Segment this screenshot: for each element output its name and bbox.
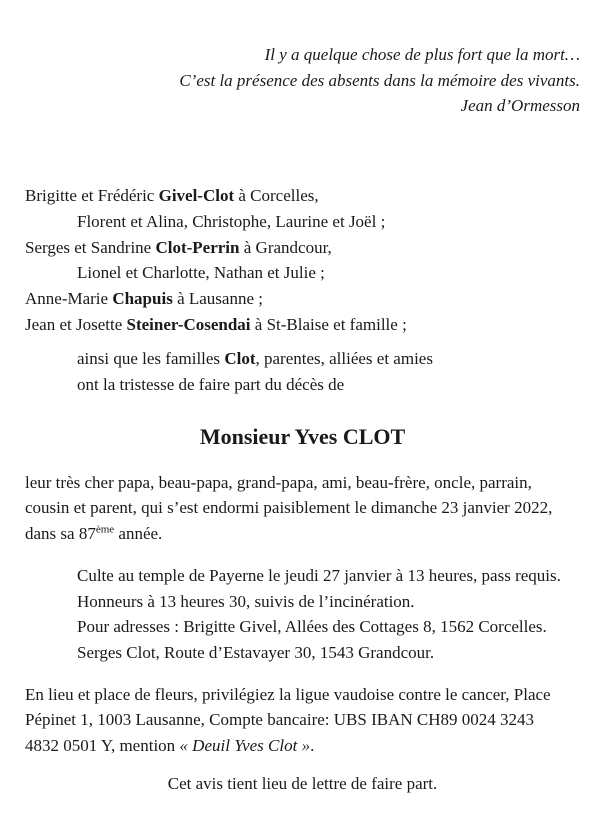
family-line-text: Florent et Alina, Christophe, Laurine et Joël ;	[77, 211, 386, 231]
family-line-text: Lionel et Charlotte, Nathan et Julie ;	[77, 263, 325, 283]
donation-mention-italic: « Deuil Yves Clot »	[179, 736, 311, 756]
family-surname: Chapuis	[112, 288, 173, 308]
family-line-text: à Grandcour,	[239, 237, 332, 257]
ceremony-line-1: Culte au temple de Payerne le jeudi 27 janvier à 13 heures, pass requis.	[77, 565, 561, 585]
quote-attribution: Jean d’Ormesson	[460, 96, 580, 116]
donations-line-3	[25, 733, 580, 759]
family-list	[25, 183, 580, 337]
donations-paragraph	[25, 682, 580, 759]
intro-line-1	[77, 346, 580, 372]
donations-line-1: En lieu et place de fleurs, privilégiez la ligue vaudoise contre le cancer, Place	[25, 684, 551, 704]
family-line-text: à Corcelles,	[234, 186, 319, 206]
ceremony-line-3: Pour adresses : Brigitte Givel, Allées des Cottages 8, 1562 Corcelles.	[77, 617, 547, 637]
deceased-line-1: leur très cher papa, beau-papa, grand-papa, ami, beau-frère, oncle, parrain,	[25, 472, 532, 492]
closing-statement: Cet avis tient lieu de lettre de faire part.	[167, 773, 438, 793]
donations-text: 4832 0501 Y, mention	[25, 736, 180, 756]
deceased-name-title: Monsieur Yves CLOT	[199, 423, 406, 449]
deceased-line-3	[25, 521, 580, 547]
deceased-text: année.	[114, 524, 163, 544]
ceremony-line-2: Honneurs à 13 heures 30, suivis de l’incinération.	[77, 591, 415, 611]
deceased-line-2: cousin et parent, qui s’est endormi paisiblement le dimanche 23 janvier 2022,	[25, 498, 553, 518]
donations-text: .	[310, 736, 315, 756]
announcement-intro	[25, 346, 580, 397]
family-surname: Clot-Perrin	[155, 237, 240, 257]
family-line	[25, 260, 580, 286]
ceremony-details	[25, 563, 580, 666]
quote-line-2: C’est la présence des absents dans la mémoire des vivants.	[179, 70, 580, 90]
family-surname: Steiner-Cosendai	[126, 314, 251, 334]
quote-line-1: Il y a quelque chose de plus fort que la mort…	[264, 45, 580, 64]
family-line-text: Serges et Sandrine	[25, 237, 156, 257]
intro-text: ainsi que les familles	[77, 349, 225, 369]
family-line-text: à St-Blaise et famille ;	[250, 314, 407, 334]
family-line	[25, 312, 580, 338]
family-line	[25, 286, 580, 312]
family-line-text: à Lausanne ;	[172, 288, 263, 308]
family-line-text: Jean et Josette	[25, 314, 127, 334]
family-line	[25, 209, 580, 235]
intro-text: , parentes, alliées et amies	[255, 349, 433, 369]
ordinal-superscript: ème	[95, 523, 115, 536]
family-line-text: Anne-Marie	[25, 288, 113, 308]
donations-line-2: Pépinet 1, 1003 Lausanne, Compte bancaire: UBS IBAN CH89 0024 3243	[25, 710, 534, 730]
ceremony-line-4: Serges Clot, Route d’Estavayer 30, 1543 Grandcour.	[77, 642, 435, 662]
family-surname: Clot	[224, 349, 256, 369]
intro-line-2: ont la tristesse de faire part du décès de	[77, 375, 345, 395]
deceased-text: dans sa 87	[25, 524, 96, 544]
epigraph-quote	[25, 42, 580, 119]
family-surname: Givel-Clot	[158, 186, 235, 206]
family-line	[25, 183, 580, 209]
deceased-description	[25, 470, 580, 547]
family-line	[25, 235, 580, 261]
family-line-text: Brigitte et Frédéric	[25, 186, 159, 206]
